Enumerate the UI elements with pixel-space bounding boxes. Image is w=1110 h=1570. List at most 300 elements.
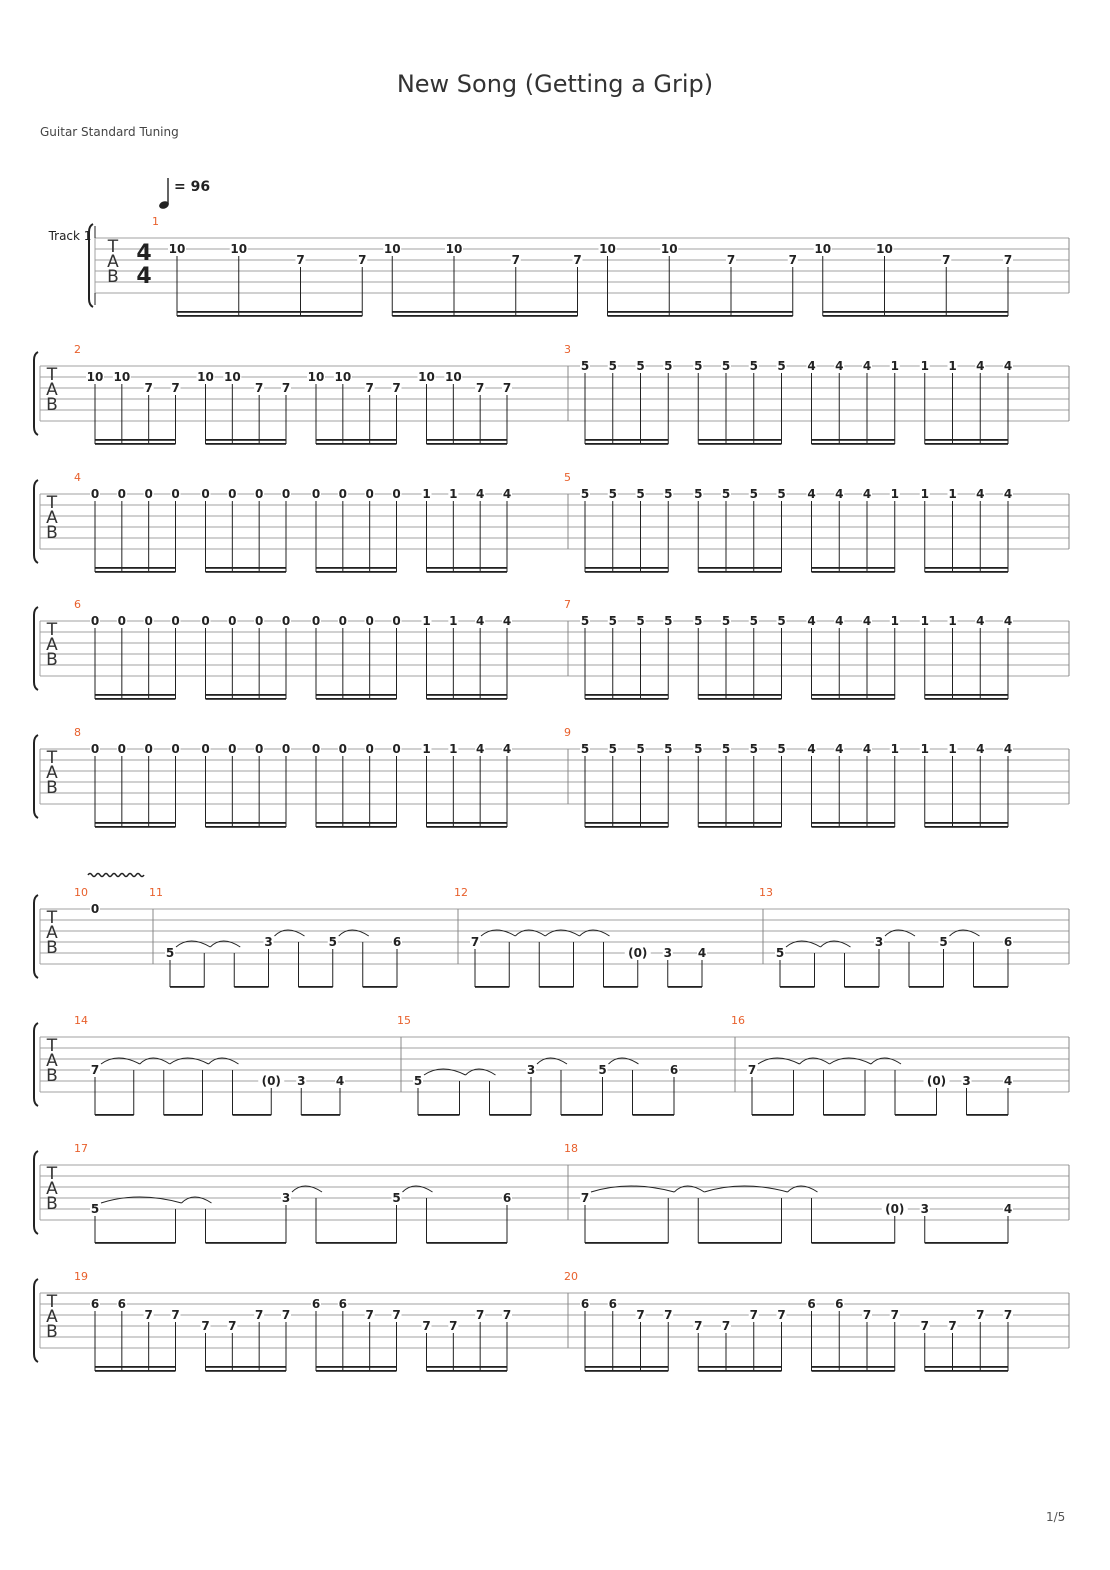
fret-number: 4 — [475, 487, 485, 501]
tab-clef-letter: A — [46, 923, 58, 943]
tab-clef-letter: T — [46, 1036, 58, 1056]
fret-number: 1 — [920, 359, 929, 373]
fret-number: 7 — [862, 1308, 872, 1322]
fret-number: 5 — [598, 1063, 607, 1077]
fret-number: 5 — [777, 614, 786, 628]
fret-number: 7 — [726, 253, 736, 267]
fret-number: 7 — [470, 935, 480, 949]
fret-number: 5 — [664, 742, 673, 756]
fret-number: 0 — [117, 742, 127, 756]
note-beam — [427, 822, 508, 824]
fret-number: 5 — [721, 359, 731, 373]
note-beam — [812, 698, 895, 700]
note-beam — [925, 571, 1008, 573]
note-beam — [668, 986, 702, 988]
fret-number: 6 — [502, 1191, 512, 1205]
fret-number: 5 — [636, 742, 645, 756]
note-beam — [752, 1114, 794, 1116]
fret-number: 7 — [511, 253, 520, 267]
measure-number: 5 — [564, 471, 571, 484]
note-beam — [299, 986, 333, 988]
fret-number: 10 — [383, 242, 401, 256]
measure-number: 4 — [74, 471, 81, 484]
tab-system — [34, 874, 1069, 988]
system-bracket — [34, 1151, 38, 1234]
fret-number: 4 — [976, 487, 985, 501]
note-beam — [316, 1242, 397, 1244]
tab-system — [34, 726, 1069, 828]
measure-number: 15 — [397, 1014, 411, 1027]
note-beam — [698, 698, 781, 700]
page-number: 1/5 — [1046, 1510, 1066, 1524]
note-beam — [418, 1114, 460, 1116]
fret-number: 7 — [358, 253, 367, 267]
note-beam — [812, 1370, 895, 1372]
fret-number: 5 — [165, 946, 175, 960]
note-beam — [561, 1114, 603, 1116]
tab-clef-letter: B — [46, 650, 58, 670]
fret-number: 0 — [117, 487, 127, 501]
measure-number: 8 — [74, 726, 81, 739]
fret-number: 4 — [1003, 1202, 1013, 1216]
note-beam — [427, 443, 508, 445]
fret-number: 7 — [664, 1308, 673, 1322]
fret-number: 0 — [171, 614, 180, 628]
note-beam — [206, 1366, 287, 1368]
fret-number: 0 — [171, 742, 180, 756]
page-title: New Song (Getting a Grip) — [396, 70, 714, 98]
fret-number: 5 — [580, 359, 590, 373]
fret-number: 7 — [694, 1319, 703, 1333]
time-signature-top: 4 — [136, 241, 152, 266]
tab-system — [34, 471, 1069, 573]
tab-clef-letter: A — [46, 1179, 58, 1199]
fret-number: 5 — [749, 487, 758, 501]
fret-number: 6 — [1003, 935, 1013, 949]
track-label: Track 1 — [48, 229, 92, 243]
measure-number: 9 — [564, 726, 571, 739]
fret-number: 4 — [862, 742, 872, 756]
note-beam — [177, 311, 362, 313]
fret-number: 7 — [281, 1308, 291, 1322]
note-beam — [585, 571, 668, 573]
note-beam — [392, 315, 577, 317]
note-beam — [925, 443, 1008, 445]
tab-clef-letter: B — [46, 395, 58, 415]
fret-number: 0 — [392, 487, 401, 501]
note-beam — [206, 826, 287, 828]
fret-number: 7 — [749, 1308, 758, 1322]
fret-number: 7 — [422, 1319, 431, 1333]
fret-number: 4 — [1003, 742, 1013, 756]
note-beam — [698, 1242, 781, 1244]
fret-number: 10 — [418, 370, 435, 384]
note-beam — [698, 1370, 781, 1372]
note-beam — [823, 315, 1008, 317]
note-beam — [633, 1114, 675, 1116]
fret-number: 0 — [228, 487, 237, 501]
tab-clef-letter: T — [46, 908, 58, 928]
system-bracket — [34, 1279, 38, 1362]
note-beam — [812, 567, 895, 569]
fret-number: 5 — [749, 742, 758, 756]
fret-number: 5 — [664, 614, 673, 628]
fret-number: 7 — [171, 1308, 180, 1322]
tab-clef-letter: T — [46, 365, 58, 385]
note-beam — [206, 698, 287, 700]
fret-number: 6 — [338, 1297, 348, 1311]
note-beam — [967, 1114, 1009, 1116]
note-beam — [95, 1242, 176, 1244]
fret-number: 6 — [392, 935, 402, 949]
fret-number: 10 — [307, 370, 325, 384]
fret-number: 7 — [254, 1308, 264, 1322]
fret-number: 1 — [890, 742, 899, 756]
fret-number: 0 — [90, 614, 100, 628]
fret-number: 4 — [835, 742, 844, 756]
note-beam — [925, 439, 1008, 441]
note-beam — [698, 826, 781, 828]
fret-number: 0 — [144, 487, 153, 501]
tab-clef-letter: A — [46, 763, 58, 783]
note-beam — [823, 311, 1008, 313]
note-beam — [95, 826, 176, 828]
fret-number: 4 — [976, 359, 985, 373]
fret-number: 6 — [669, 1063, 679, 1077]
fret-number: 1 — [890, 359, 899, 373]
fret-number: 4 — [502, 742, 512, 756]
fret-number: 0 — [365, 614, 374, 628]
tab-clef-letter: A — [46, 1051, 58, 1071]
fret-number: 5 — [608, 359, 617, 373]
note-beam — [812, 694, 895, 696]
fret-number: 3 — [281, 1191, 291, 1205]
fret-number: (0) — [628, 946, 648, 960]
note-beam — [698, 443, 781, 445]
tab-system — [48, 215, 1069, 317]
note-beam — [427, 698, 508, 700]
note-beam — [95, 567, 176, 569]
fret-number: 1 — [920, 614, 929, 628]
fret-number: 5 — [328, 935, 337, 949]
fret-number: 0 — [281, 742, 291, 756]
fret-number: 7 — [90, 1063, 100, 1077]
note-beam — [812, 826, 895, 828]
tab-clef-letter: T — [46, 493, 58, 513]
note-beam — [363, 986, 397, 988]
fret-number: 5 — [694, 487, 703, 501]
fret-number: 3 — [526, 1063, 536, 1077]
fret-number: 4 — [1003, 614, 1013, 628]
note-beam — [824, 1114, 866, 1116]
fret-number: 10 — [223, 370, 241, 384]
fret-number: 0 — [144, 742, 153, 756]
note-beam — [895, 1114, 937, 1116]
measure-number: 18 — [564, 1142, 578, 1155]
fret-number: 7 — [254, 381, 264, 395]
fret-number: 7 — [580, 1191, 590, 1205]
fret-number: 4 — [807, 614, 816, 628]
fret-number: 10 — [660, 242, 678, 256]
fret-number: 0 — [281, 614, 291, 628]
fret-number: 10 — [86, 370, 104, 384]
note-beam — [974, 986, 1009, 988]
fret-number: 0 — [311, 487, 321, 501]
fret-number: 1 — [422, 742, 431, 756]
measure-number: 12 — [454, 886, 468, 899]
fret-number: 7 — [201, 1319, 210, 1333]
fret-number: 1 — [422, 614, 431, 628]
fret-number: 4 — [835, 359, 844, 373]
note-beam — [812, 439, 895, 441]
tab-clef-letter: B — [46, 778, 58, 798]
note-beam — [427, 694, 508, 696]
note-beam — [170, 986, 204, 988]
fret-number: 5 — [664, 359, 673, 373]
fret-number: 1 — [920, 742, 929, 756]
fret-number: 0 — [365, 487, 374, 501]
tab-clef-letter: B — [46, 523, 58, 543]
note-beam — [812, 443, 895, 445]
fret-number: 0 — [171, 487, 180, 501]
fret-number: 7 — [502, 1308, 512, 1322]
fret-number: 5 — [777, 742, 786, 756]
note-beam — [95, 698, 176, 700]
note-beam — [490, 1114, 532, 1116]
fret-number: 3 — [874, 935, 884, 949]
fret-number: 7 — [942, 253, 951, 267]
note-beam — [585, 698, 668, 700]
note-beam — [427, 1366, 508, 1368]
tab-clef-letter: T — [46, 1164, 58, 1184]
fret-number: 5 — [775, 946, 785, 960]
fret-number: 5 — [939, 935, 948, 949]
fret-number: 7 — [747, 1063, 757, 1077]
fret-number: 4 — [862, 359, 872, 373]
note-beam — [925, 1366, 1008, 1368]
note-beam — [206, 1370, 287, 1372]
tab-clef-letter: A — [46, 1307, 58, 1327]
fret-number: 5 — [580, 742, 590, 756]
tab-system — [34, 1270, 1069, 1372]
fret-number: 10 — [814, 242, 832, 256]
tuning-label: Guitar Standard Tuning — [40, 125, 179, 139]
note-beam — [925, 567, 1008, 569]
note-beam — [206, 439, 287, 441]
measure-number: 20 — [564, 1270, 578, 1283]
fret-number: 0 — [392, 614, 401, 628]
fret-number: 7 — [144, 1308, 153, 1322]
note-beam — [585, 1242, 668, 1244]
fret-number: 1 — [948, 742, 957, 756]
system-bracket — [34, 895, 38, 978]
note-beam — [698, 822, 781, 824]
note-beam — [780, 986, 815, 988]
note-beam — [301, 1114, 340, 1116]
fret-number: 10 — [876, 242, 893, 256]
measure-number: 17 — [74, 1142, 88, 1155]
note-beam — [95, 571, 176, 573]
note-beam — [585, 822, 668, 824]
note-beam — [206, 567, 287, 569]
fret-number: 6 — [311, 1297, 321, 1311]
fret-number: 5 — [90, 1202, 100, 1216]
note-beam — [427, 1370, 508, 1372]
note-beam — [539, 986, 573, 988]
note-beam — [95, 1366, 176, 1368]
system-bracket — [34, 480, 38, 563]
fret-number: 7 — [721, 1319, 731, 1333]
fret-number: 4 — [807, 742, 816, 756]
fret-number: 7 — [392, 381, 401, 395]
note-beam — [316, 826, 397, 828]
fret-number: 6 — [580, 1297, 590, 1311]
fret-number: 5 — [636, 359, 645, 373]
fret-number: 1 — [890, 614, 899, 628]
fret-number: 7 — [573, 253, 582, 267]
note-beam — [925, 826, 1008, 828]
fret-number: 6 — [90, 1297, 100, 1311]
note-beam — [925, 694, 1008, 696]
fret-number: 5 — [608, 742, 617, 756]
fret-number: 4 — [335, 1074, 345, 1088]
fret-number: 0 — [254, 614, 264, 628]
fret-number: 1 — [948, 359, 957, 373]
note-beam — [206, 1242, 287, 1244]
fret-number: 7 — [365, 1308, 374, 1322]
fret-number: 4 — [475, 742, 485, 756]
note-beam — [316, 698, 397, 700]
note-beam — [164, 1114, 203, 1116]
note-beam — [698, 567, 781, 569]
fret-number: (0) — [926, 1074, 947, 1088]
note-beam — [427, 826, 508, 828]
fret-number: 10 — [113, 370, 131, 384]
fret-number: 0 — [90, 742, 100, 756]
note-beam — [95, 1370, 176, 1372]
fret-number: 10 — [230, 242, 248, 256]
tab-clef-letter: A — [46, 635, 58, 655]
fret-number: 0 — [392, 742, 401, 756]
note-beam — [316, 439, 397, 441]
note-beam — [698, 571, 781, 573]
fret-number: 4 — [976, 614, 985, 628]
fret-number: 4 — [502, 487, 512, 501]
note-beam — [698, 439, 781, 441]
tab-clef-letter: A — [107, 252, 119, 272]
note-beam — [909, 986, 944, 988]
measure-number: 19 — [74, 1270, 88, 1283]
note-beam — [698, 694, 781, 696]
note-beam — [206, 694, 287, 696]
fret-number: 0 — [90, 902, 100, 916]
system-bracket — [34, 735, 38, 818]
note-beam — [812, 1366, 895, 1368]
fret-number: 0 — [201, 487, 210, 501]
measure-number: 2 — [74, 343, 81, 356]
note-beam — [925, 822, 1008, 824]
fret-number: 4 — [1003, 1074, 1013, 1088]
fret-number: 1 — [449, 487, 458, 501]
fret-number: 0 — [144, 614, 153, 628]
fret-number: 5 — [694, 614, 703, 628]
note-beam — [585, 826, 668, 828]
tab-clef-letter: T — [46, 1292, 58, 1312]
fret-number: 6 — [608, 1297, 617, 1311]
fret-number: 0 — [254, 742, 264, 756]
fret-number: 1 — [948, 487, 957, 501]
fret-number: 4 — [862, 614, 872, 628]
fret-number: (0) — [885, 1202, 905, 1216]
fret-number: 6 — [807, 1297, 816, 1311]
tab-clef-letter: T — [46, 620, 58, 640]
note-beam — [475, 986, 509, 988]
fret-number: 5 — [777, 487, 786, 501]
fret-number: 5 — [580, 614, 590, 628]
note-beam — [206, 571, 287, 573]
fret-number: 0 — [281, 487, 291, 501]
note-beam — [845, 986, 880, 988]
note-beam — [427, 571, 508, 573]
fret-number: 6 — [117, 1297, 127, 1311]
note-beam — [925, 1242, 1008, 1244]
fret-number: 7 — [228, 1319, 237, 1333]
tab-system — [34, 1142, 1069, 1244]
fret-number: 5 — [664, 487, 673, 501]
measure-number: 3 — [564, 343, 571, 356]
fret-number: 5 — [721, 487, 731, 501]
fret-number: 3 — [297, 1074, 306, 1088]
note-beam — [608, 315, 793, 317]
note-beam — [427, 439, 508, 441]
fret-number: 3 — [663, 946, 672, 960]
note-beam — [177, 315, 362, 317]
note-beam — [316, 1366, 397, 1368]
fret-number: 4 — [1003, 359, 1013, 373]
fret-number: 7 — [948, 1319, 957, 1333]
fret-number: 0 — [338, 487, 348, 501]
fret-number: 0 — [338, 614, 348, 628]
fret-number: 7 — [920, 1319, 929, 1333]
note-beam — [812, 571, 895, 573]
fret-number: 3 — [264, 935, 273, 949]
fret-number: 5 — [777, 359, 786, 373]
measure-number: 14 — [74, 1014, 88, 1027]
note-beam — [608, 311, 793, 313]
fret-number: 7 — [281, 381, 291, 395]
note-beam — [206, 443, 287, 445]
note-beam — [427, 1242, 508, 1244]
note-beam — [585, 567, 668, 569]
note-beam — [698, 1366, 781, 1368]
note-beam — [316, 822, 397, 824]
fret-number: 0 — [254, 487, 264, 501]
tab-clef-letter: T — [107, 237, 119, 257]
tab-system — [34, 598, 1069, 700]
fret-number: 5 — [413, 1074, 423, 1088]
fret-number: 7 — [171, 381, 180, 395]
system-bracket — [34, 352, 38, 435]
note-beam — [925, 1370, 1008, 1372]
note-beam — [316, 443, 397, 445]
note-beam — [316, 567, 397, 569]
fret-number: 1 — [948, 614, 957, 628]
fret-number: 5 — [608, 487, 617, 501]
fret-number: 5 — [721, 742, 731, 756]
fret-number: 5 — [392, 1191, 401, 1205]
fret-number: 4 — [697, 946, 707, 960]
fret-number: 3 — [962, 1074, 971, 1088]
